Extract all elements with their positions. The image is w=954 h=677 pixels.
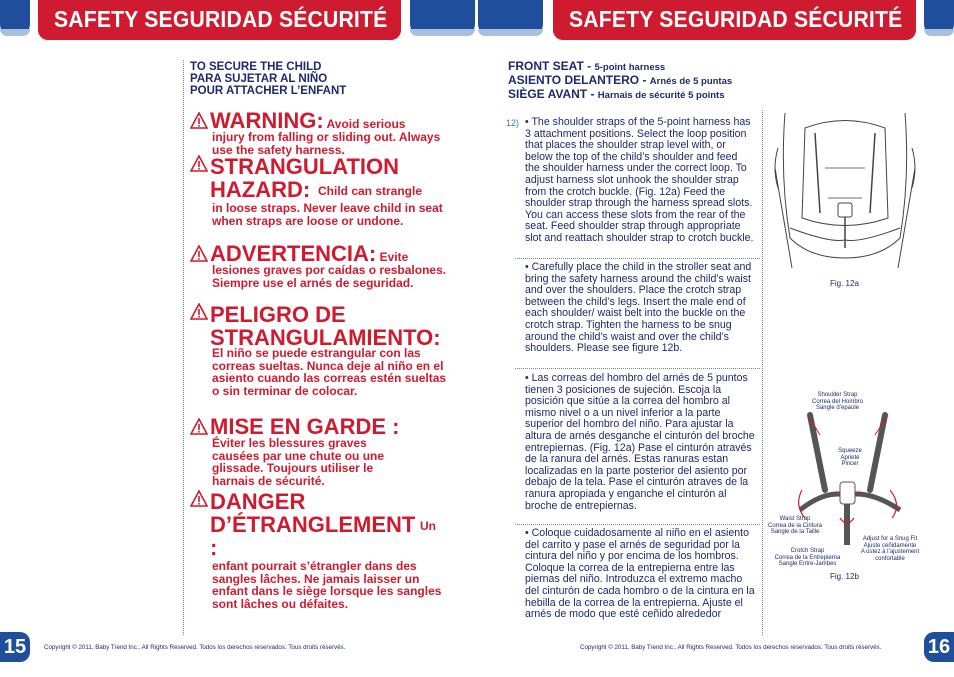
right-title-band [553,0,916,40]
label-line: Sangle Entre-Jambes [778,561,837,567]
right-column-rule [762,110,763,635]
page-number-left: 15 [0,632,30,662]
warning-triangle-icon [190,303,208,320]
label-line: Ajuste ceñidamente [863,542,917,549]
warning-body: Éviter les blessures graves causées par une chute ou une glissade. Toujours utiliser le harnais de sécurité. [212,436,385,488]
heading-es: PARA SUJETAR AL NIÑO [190,73,328,85]
warning-advertencia [190,242,450,289]
figure-12a-seat-illustration [770,108,920,278]
heading-fr: POUR ATTACHER L’ENFANT [190,85,347,97]
warning-mise-en-garde [190,415,450,487]
warning-body: injury from falling or sliding out. Always use the safety harness. [212,130,441,157]
heading-en-sub: 5-point harness [594,62,666,73]
label-line: Correa de la Entrepierna [774,554,841,561]
warning-body: lesiones graves por caídas o resbalones. Siempre use el arnés de seguridad. [212,263,447,290]
warning-peligro [190,303,452,397]
top-tab-center-right [478,0,543,36]
label-line: Correa de la Cintura [767,522,823,529]
warning-title: PELIGRO DE STRANGULAMIENTO: [210,302,441,350]
label-line: confortable [875,555,905,562]
label-line: Adjust for a Snug Fit [862,536,918,542]
warning-danger [190,490,450,610]
warning-lead: Un [420,519,436,533]
warning-lead: Avoid serious [323,117,406,131]
warning-title: WARNING: [210,108,324,133]
warning-body: enfant pourrait s’étrangler dans des sangles lâches. Ne jamais laisser un enfant dans le siège lorsque les sangles sont lâches ou défaites. [212,559,442,611]
left-title-band [38,0,401,40]
heading-fr-sub: Harnais de sécurité 5 points [597,90,725,101]
warning-en [190,109,450,156]
page-number-right: 16 [924,632,954,662]
crotch-strap-label [770,548,845,568]
label-line: Sangle de la Taille [770,529,820,535]
heading-en: FRONT SEAT - [508,59,595,73]
label-line: Squeeze [838,448,862,454]
paragraph-3: • Las correas del hombro del arnés de 5 puntos tienen 3 posiciones de sujeción. Escoja la posición que sitúe a la correa del hombro al mismo nivel o a un nivel inferior a la parte superior del hombro del niño. Para ajustar la altura de arnés desganche el cinturón del broche entrepiernas. (Fig. 12a) Pase el cinturón através de la ranura del arnés. Estas ranuras estan localizadas en la parte posterior del asiento por debajo de la tela. Pase el cinturón atraves de la ranura apropiada y enganche el cinturón al broche de entrepiernas. [525,372,755,512]
warning-triangle-icon [190,155,208,172]
divider-3 [515,524,760,525]
heading-es-sub: Arnés de 5 puntas [649,76,733,87]
heading-fr: SIÈGE AVANT - [508,87,598,101]
secure-child-heading [190,61,346,97]
copyright-left: Copyright © 2011, Baby Trend Inc., All Rights Reserved. Todos los derechos reservados. Tous droits réservés. [44,644,346,651]
heading-es: ASIENTO DELANTERO - [508,73,650,87]
label-line: A ustez à l’ajustement [860,549,920,555]
left-page-title: SAFETY SEGURIDAD SÉCURITÉ [54,6,388,32]
label-line: Crotch Strap [790,548,825,554]
fig-12a-caption: Fig. 12a [830,279,859,288]
paragraph-1: • The shoulder straps of the 5-point harness has 3 attachment positions. Select the loop position that places the shoulder strap level with, or below the top of the child’s shoulder and feed the shoulder harness under the correct loop. To adjust harness slot unhook the shoulder strap from the crotch buckle. (Fig. 12a) Feed the shoulder strap through the harness spread slots. You can access these slots from the rear of the seat. Feed shoulder strap through appropriate slot and reattach shoulder strap to crotch buckle. [525,116,754,244]
label-line: Apriete [840,454,860,461]
waist-strap-label [764,516,826,536]
front-seat-heading [508,60,732,102]
warning-body: in loose straps. Never leave child in seat when straps are loose or undone. [212,201,443,228]
step-number: 12) [506,118,520,128]
warning-triangle-icon [190,112,208,129]
warning-title: ADVERTENCIA: [210,241,377,266]
adjust-label [855,536,925,562]
top-tab-right [924,0,954,36]
copyright-right: Copyright © 2011, Baby Trend Inc., All Rights Reserved. Todos los derechos reservados. Tous droits réservés. [580,644,882,651]
shoulder-strap-label [805,392,870,412]
warning-triangle-icon [190,490,208,507]
top-tab-left [0,0,30,36]
label-line: Pincer [841,461,859,467]
label-line: Waist Strap [779,516,811,522]
warning-strangulation [190,155,450,227]
warning-title: MISE EN GARDE : [210,414,400,439]
heading-en: TO SECURE THE CHILD [190,61,322,73]
paragraph-4: • Coloque cuidadosamente al niño en el asiento del carrito y pase el arnés de seguridad por la cintura del niño y por encima de los hombros. Coloque la correa de la entrepierna entre las piernas del niño. Introduzca el extremo macho del cinturón de cada hombro o de la cintura en la hebilla de la correa de la entrepierna. Ajuste el arnés de modo que esté ceñido alrededor [525,527,755,621]
warning-title: DANGER D’ÉTRANGLEMENT : [210,489,416,560]
label-line: Correa del Hombro [811,398,864,405]
paragraph-2: • Carefully place the child in the stroller seat and bring the safety harness around the child’s waist and over the shoulders. Place the crotch strap between the child’s legs. Insert the male end of each shoulder/ waist belt into the buckle on the crotch strap. Tighten the harness to be snug around the child’s waist and over the child’s shoulders. Please see figure 12b. [525,261,752,355]
divider-1 [515,258,760,259]
label-line: Shoulder Strap [817,392,858,398]
warning-triangle-icon [190,245,208,262]
right-page-title: SAFETY SEGURIDAD SÉCURITÉ [569,6,903,32]
warning-lead: Child can strangle [318,184,423,198]
top-tab-center-left [410,0,475,36]
label-line: Sangle d’epaule [815,405,860,411]
divider-2 [515,368,760,369]
warning-lead: Evite [376,250,409,264]
fig-12b-caption: Fig. 12b [830,572,859,581]
squeeze-label [830,448,870,468]
warning-body: El niño se puede estrangular con las correas sueltas. Nunca deje al niño en el asiento cuando las correas estén sueltas o sin terminar de colocar. [212,346,447,398]
warning-triangle-icon [190,418,208,435]
left-column-rule [183,60,184,635]
warning-title: STRANGULATION HAZARD: [210,154,400,202]
